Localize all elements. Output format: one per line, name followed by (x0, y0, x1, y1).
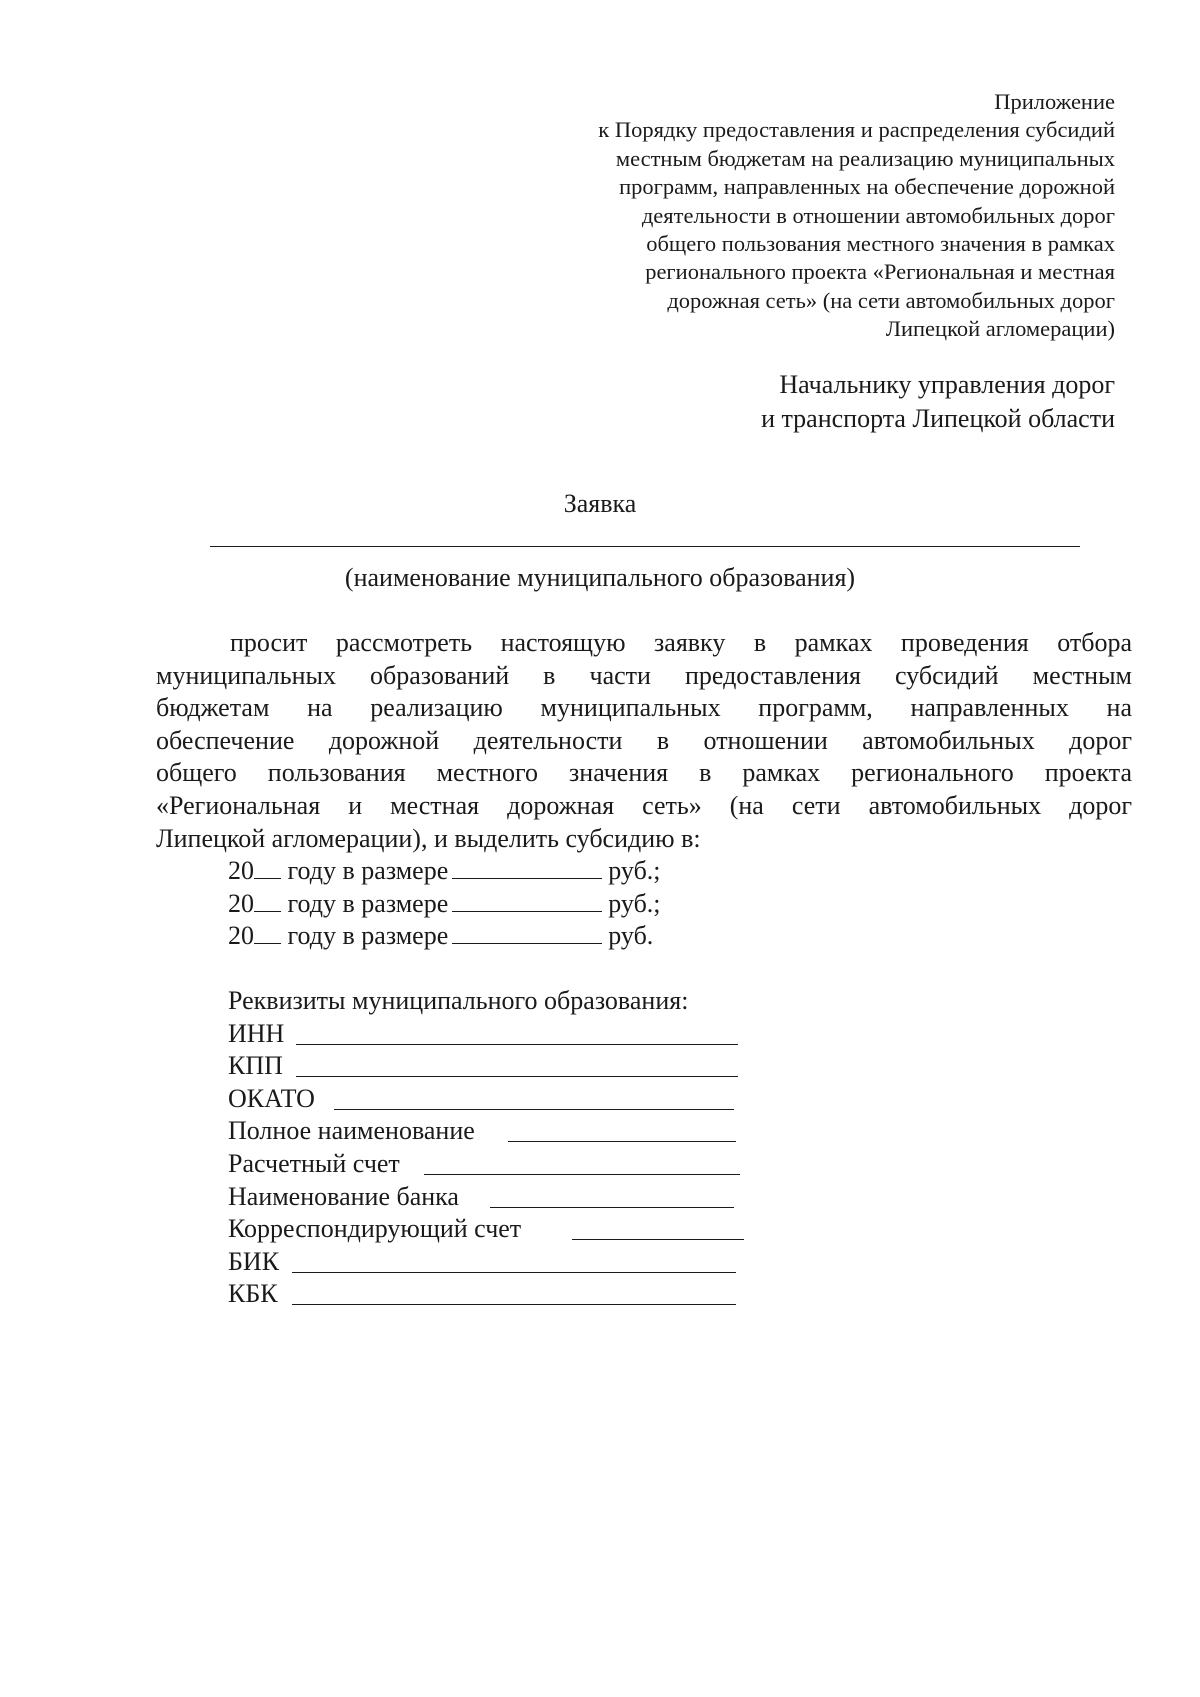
body-line: «Региональная и местная дорожная сеть» (на сети автомобильных дорог (156, 790, 1132, 820)
addressee-line: Начальнику управления дорог (779, 370, 1115, 399)
subsidy-year-row (228, 888, 661, 921)
requisite-row-full-name (228, 1115, 688, 1148)
subsidy-years-list (228, 855, 661, 953)
currency-suffix: руб. (608, 921, 654, 951)
appendix-line: Липецкой агломерации) (885, 316, 1115, 342)
requisite-label: ОКАТО (228, 1083, 315, 1113)
appendix-line: к Порядку предоставления и распределения субсидий (598, 117, 1115, 143)
requisite-label: Наименование банка (228, 1181, 459, 1211)
requisite-row-bank (228, 1181, 688, 1214)
municipality-name-caption: (наименование муниципального образования) (344, 563, 856, 592)
correspondent-account-field[interactable] (572, 1239, 744, 1240)
requisites-section (228, 985, 688, 1311)
requisite-row-bik (228, 1246, 688, 1279)
bik-field[interactable] (292, 1272, 736, 1273)
year-middle-text: году в размере (287, 921, 449, 951)
kpp-field[interactable] (296, 1076, 738, 1077)
body-line: просит рассмотреть настоящую заявку в рамках проведения отбора (230, 628, 1132, 657)
year-prefix: 20 (228, 888, 254, 918)
request-body (156, 627, 1132, 855)
body-line: бюджетам на реализацию муниципальных программ, направленных на (156, 693, 1132, 723)
addressee-block (515, 368, 1115, 436)
bank-name-field[interactable] (490, 1207, 734, 1208)
okato-field[interactable] (334, 1109, 734, 1110)
requisite-row-inn (228, 1018, 688, 1051)
requisite-row-kbk (228, 1278, 688, 1311)
appendix-line: регионального проекта «Региональная и местная (645, 259, 1115, 285)
appendix-line: местным бюджетам на реализацию муниципальных (615, 145, 1115, 171)
appendix-header (395, 88, 1115, 344)
year-middle-text: году в размере (287, 856, 449, 885)
municipality-name-field[interactable] (210, 546, 1080, 547)
requisite-row-account (228, 1148, 688, 1181)
year-prefix: 20 (228, 856, 254, 885)
amount-blank-field[interactable] (452, 856, 602, 879)
requisite-label: Расчетный счет (228, 1148, 400, 1178)
currency-suffix: руб.; (608, 856, 661, 885)
addressee-line: и транспорта Липецкой области (761, 404, 1115, 433)
body-line: муниципальных образований в части предоставления субсидий местным (156, 660, 1132, 690)
body-line: Липецкой агломерации), и выделить субсидию в: (156, 823, 701, 853)
requisite-label: Полное наименование (228, 1116, 475, 1146)
requisite-label: БИК (228, 1246, 280, 1276)
body-line: общего пользования местного значения в рамках регионального проекта (156, 758, 1132, 788)
requisite-label: Корреспондирующий счет (228, 1214, 522, 1244)
requisite-row-corr-account (228, 1213, 688, 1246)
appendix-line: деятельности в отношении автомобильных дорог (641, 202, 1115, 228)
requisite-label: КБК (228, 1279, 278, 1309)
amount-blank-field[interactable] (452, 889, 602, 912)
year-blank-field[interactable] (254, 889, 281, 912)
subsidy-year-row (228, 920, 661, 953)
amount-blank-field[interactable] (452, 921, 602, 944)
subsidy-year-row (228, 855, 661, 888)
requisite-label: КПП (228, 1051, 283, 1081)
body-line: обеспечение дорожной деятельности в отношении автомобильных дорог (156, 725, 1132, 755)
requisite-row-okato (228, 1083, 688, 1116)
requisites-heading: Реквизиты муниципального образования: (228, 986, 689, 1015)
document-title: Заявка (563, 489, 637, 518)
appendix-line: Приложение (994, 89, 1115, 114)
requisite-label: ИНН (228, 1018, 285, 1048)
inn-field[interactable] (296, 1044, 738, 1045)
appendix-line: дорожная сеть» (на сети автомобильных дорог (667, 287, 1115, 313)
year-prefix: 20 (228, 921, 254, 951)
appendix-line: общего пользования местного значения в рамках (646, 231, 1115, 257)
kbk-field[interactable] (292, 1304, 736, 1305)
requisite-row-kpp (228, 1050, 688, 1083)
year-blank-field[interactable] (254, 856, 281, 879)
appendix-line: программ, направленных на обеспечение дорожной (619, 174, 1115, 200)
full-name-field[interactable] (508, 1141, 736, 1142)
year-middle-text: году в размере (287, 888, 449, 918)
currency-suffix: руб.; (608, 888, 661, 918)
year-blank-field[interactable] (254, 921, 281, 944)
settlement-account-field[interactable] (424, 1174, 740, 1175)
